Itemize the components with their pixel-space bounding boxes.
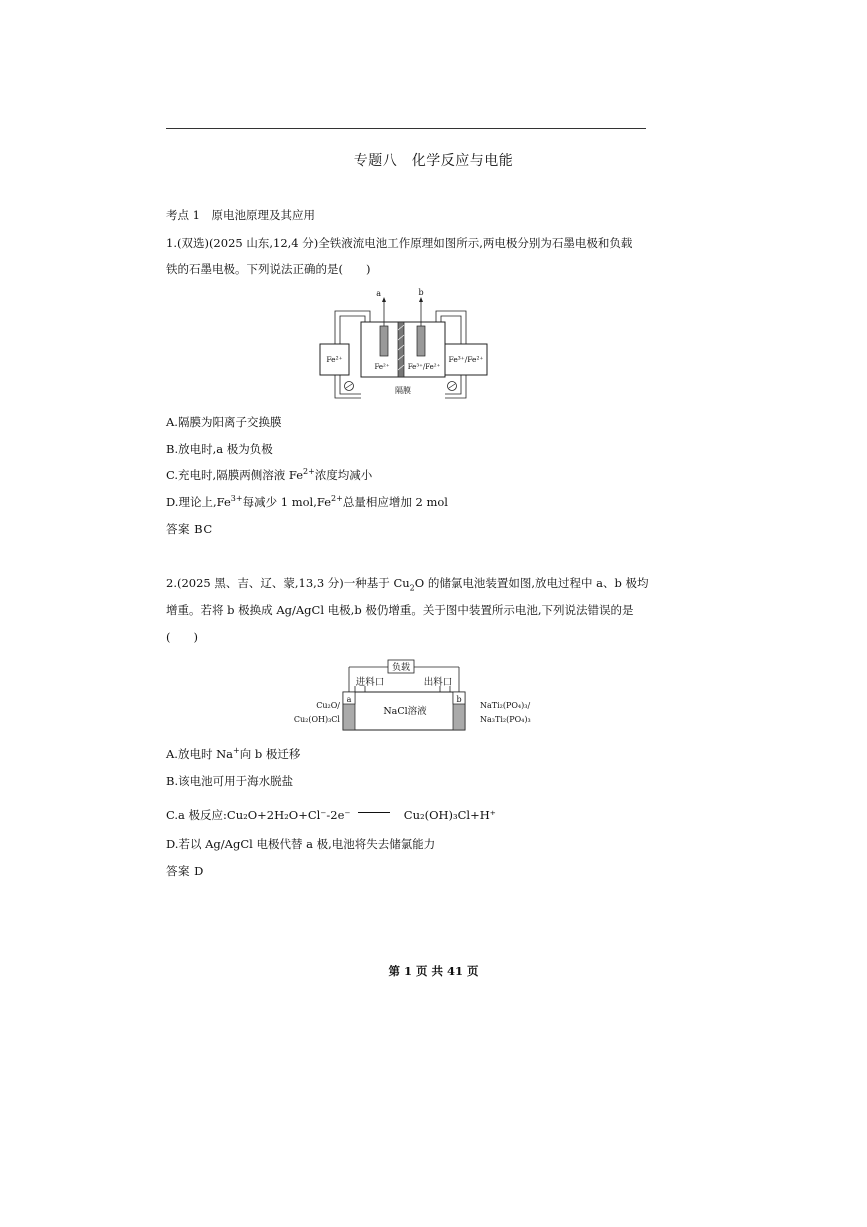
q1-left-tank-label: Fe²⁺ (326, 355, 343, 364)
q1-answer: 答案 BC (166, 522, 213, 536)
header-rule (166, 128, 646, 129)
q1-flow-battery-diagram (318, 285, 498, 405)
q2-option-d: D.若以 Ag/AgCl 电极代替 a 极,电池将失去储氯能力 (166, 837, 436, 851)
page-footer: 第 1 页 共 41 页 (388, 964, 479, 978)
q2-option-a: A.放电时 Na+向 b 极迁移 (166, 746, 301, 761)
q1-right-cell-label: Fe³⁺/Fe²⁺ (407, 363, 441, 371)
q2-option-c (166, 807, 496, 823)
q1-stem-line1: 1.(双选)(2025 山东,12,4 分)全铁液流电池工作原理如图所示,两电极分别为石墨电极和负载 (166, 236, 633, 250)
q2-left-material-2: Cu₂(OH)₃Cl (293, 715, 340, 724)
q1-membrane-label: 隔膜 (395, 386, 411, 395)
q1-electrode-a-label: a (376, 289, 381, 298)
reaction-arrow (358, 812, 390, 813)
q2-outlet-label: 出料口 (423, 677, 453, 688)
q2-option-b: B.该电池可用于海水脱盐 (166, 774, 294, 788)
q2-inlet-label: 进料口 (355, 677, 385, 688)
q2-stem-line3: ( ) (166, 630, 198, 644)
q2-stem-line2: 增重。若将 b 极换成 Ag/AgCl 电极,b 极仍增重。关于图中装置所示电池,下列说法错误的是 (166, 603, 634, 617)
q2-chlorine-storage-battery-diagram (270, 655, 570, 735)
q2-right-material-1: NaTi₂(PO₄)₃/ (480, 701, 531, 710)
q2-electrode-a-label: a (346, 695, 352, 704)
section-heading: 考点 1 原电池原理及其应用 (166, 208, 315, 222)
q1-option-b: B.放电时,a 极为负极 (166, 442, 273, 456)
q2-electrode-b-label: b (456, 695, 462, 704)
q2-left-material-1: Cu₂O/ (316, 701, 340, 710)
q1-option-a: A.隔膜为阳离子交换膜 (166, 415, 282, 429)
q1-right-tank-label: Fe³⁺/Fe²⁺ (448, 355, 484, 364)
q2-option-c-right: Cu₂(OH)₃Cl+H⁺ (403, 808, 496, 822)
q2-stem-line1: 2.(2025 黑、吉、辽、蒙,13,3 分)一种基于 $Cu_2O$ 的储氯电池装置如图,放电过程中 a、b 极均 (166, 576, 649, 593)
q1-option-d: D.理论上$,Fe^{3+}$每减少 1 $mol,Fe^{2+}$总量相应增加 2 mol (166, 494, 448, 509)
q2-option-c-left: C.a 极反应:Cu₂O+2H₂O+Cl⁻-2e⁻ (166, 808, 351, 822)
q2-answer: 答案 D (166, 864, 204, 878)
q1-option-c: C.充电时,隔膜两侧溶液 $Fe^{2+}$浓度均减小 (166, 467, 373, 482)
q2-right-material-2: Na₃Ti₂(PO₄)₃ (480, 715, 531, 724)
q2-load-label: 负载 (391, 663, 411, 673)
page-title: 专题八 化学反应与电能 (353, 153, 514, 169)
q1-electrode-b-label: b (418, 288, 424, 297)
q1-left-cell-label: Fe²⁺ (374, 363, 390, 371)
q2-solution-label: NaCl溶液 (383, 706, 427, 717)
q1-stem-line2: 铁的石墨电极。下列说法正确的是( ) (166, 262, 371, 276)
